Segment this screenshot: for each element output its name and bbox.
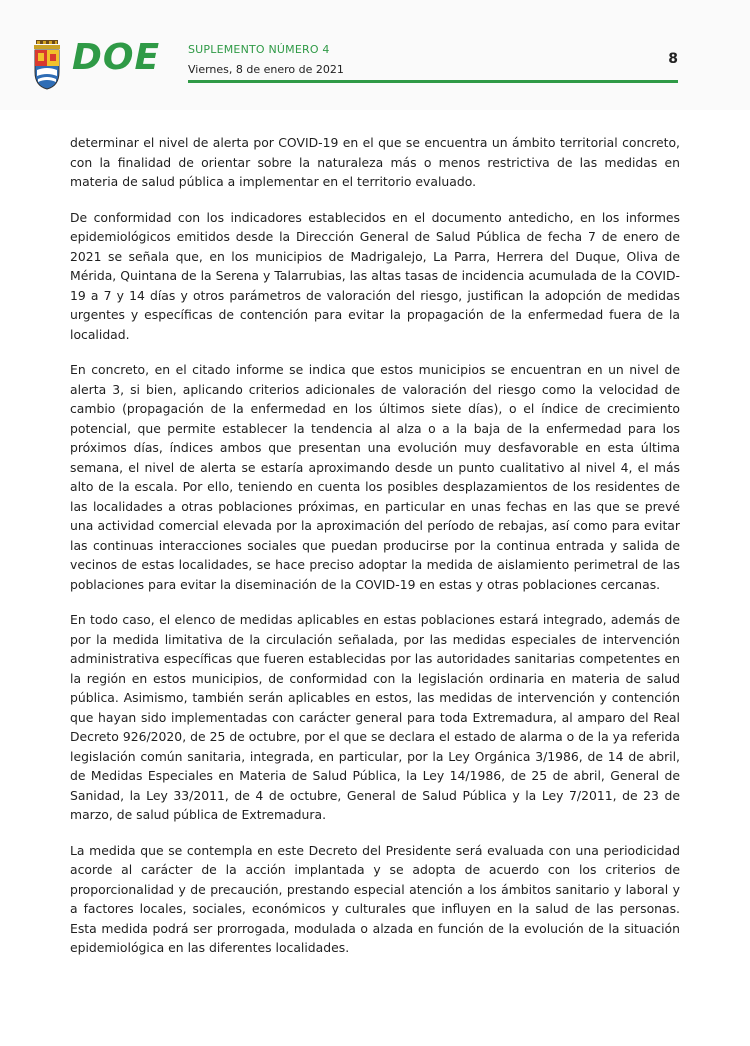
publication-date: Viernes, 8 de enero de 2021 [188,63,344,76]
paragraph: De conformidad con los indicadores establecidos en el documento antedicho, en los informes epidemiológicos emitidos desde la Dirección General de Salud Pública de fecha 7 de enero de 2021 se señala que, en los municipios de Madrigalejo, La Parra, Herrera del Duque, Oliva de Mérida, Quintana de la Serena y Talarrubias, las altas tasas de incidencia acumulada de la COVID-19 a 7 y 14 días y otros parámetros de valoración del riesgo, justifican la adopción de medidas urgentes y específicas de contención para evitar la propagación de la enfermedad fuera de la localidad. [70,209,680,342]
page-header [0,0,750,110]
paragraph: En concreto, en el citado informe se indica que estos municipios se encuentran en un nivel de alerta 3, si bien, aplicando criterios adicionales de valoración del riesgo como la velocidad de cambio (propagación de la enfermedad en los últimos siete días), o el índice de crecimiento potencial, que permite establecer la tendencia al alza o a la baja de la enfermedad para los próximos días, índices ambos que presentan una evolución muy desfavorable en esta última semana, el nivel de alerta se estaría aproximando desde un punto cualitativo al nivel 4, el más alto de la escala. Por ello, teniendo en cuenta los posibles desplazamientos de los residentes de las localidades a otras poblaciones próximas, en particular en unas fechas en las que se prevé una actividad comercial elevada por la aproximación del período de rebajas, así como para evitar las continuas interacciones sociales que puedan producirse por la continua entrada y salida de vecinos de estas localidades, se hace preciso adoptar la medida de aislamiento perimetral de las poblaciones para evitar la diseminación de la COVID-19 en estas y otras poblaciones cercanas. [70,362,680,592]
document-body [70,133,680,974]
paragraph: En todo caso, el elenco de medidas aplicables en estas poblaciones estará integrado, además de por la medida limitativa de la circulación señalada, por las medidas especiales de intervención administrativa específicas que fueren establecidas por las autoridades sanitarias competentes en la región en estos municipios, de conformidad con la legislación ordinaria en materia de salud pública. Asimismo, también serán aplicables en estos, las medidas de intervención y contención que hayan sido implementadas con carácter general para toda Extremadura, al amparo del Real Decreto 926/2020, de 25 de octubre, por el que se declara el estado de alarma o de la ya referida legislación común sanitaria, integrada, en particular, por la Ley Orgánica 3/1986, de 14 de abril, de Medidas Especiales en Materia de Salud Pública, la Ley 14/1986, de 25 de abril, General de Sanidad, la Ley 33/2011, de 4 de octubre, General de Salud Pública y la Ley 7/2011, de 23 de marzo, de salud pública de Extremadura. [70,612,680,822]
page-number: 8 [668,51,678,67]
header-rule [188,80,678,83]
coat-of-arms-icon [31,40,63,90]
supplement-number: SUPLEMENTO NÚMERO 4 [188,43,330,56]
paragraph: determinar el nivel de alerta por COVID-19 en el que se encuentra un ámbito territorial concreto, con la finalidad de orientar sobre la naturaleza más o menos restrictiva de las medidas en materia de salud pública a implementar en el territorio evaluado. [70,135,680,189]
paragraph: La medida que se contempla en este Decreto del Presidente será evaluada con una periodicidad acorde al carácter de la acción implantada y se adopta de acuerdo con los criterios de proporcionalidad y de precaución, prestando especial atención a los ámbitos sanitario y laboral y a factores locales, sociales, económicos y culturales que influyen en la salud de las personas. Esta medida podrá ser prorrogada, modulada o alzada en función de la evolución de la situación epidemiológica en las diferentes localidades. [70,842,680,955]
doe-logo: DOE [72,37,161,78]
